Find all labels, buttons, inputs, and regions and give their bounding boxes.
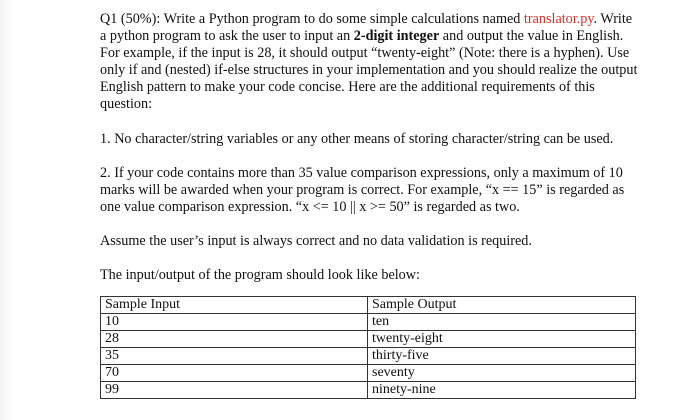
requirement-2: 2. If your code contains more than 35 value comparison expressions, only a maximum of 10 marks will be awarded when your program is correct. For example, “x == 15” is regarded as one value comparison expression. “x <= 10 || x >= 50” is regarded as two.: [100, 165, 625, 215]
input-cell: 35: [101, 348, 368, 365]
requirement-1: 1. No character/string variables or any other means of storing character/string can be used.: [100, 131, 614, 147]
output-cell: seventy: [368, 365, 636, 382]
question-text-3: and output the value in English. For example, if the input is 28, it should output “twenty-eight” (Note: there is a hyphen). Use only if and (nested) if-else structures in your implementation and you should realize the output English pattern to make your code concise. Here are the additional requirements of this question:: [100, 28, 638, 112]
table-row: [101, 382, 636, 399]
input-cell: 28: [101, 331, 368, 348]
input-cell: 10: [101, 314, 368, 331]
question-label: Q1 (50%):: [100, 11, 164, 27]
table-row: [101, 365, 636, 382]
input-cell: 99: [101, 382, 368, 399]
output-cell: ten: [368, 314, 636, 331]
question-text-1: Write a Python program to do some simple calculations named: [163, 11, 524, 27]
table-row: [101, 314, 636, 331]
output-cell: ninety-nine: [368, 382, 636, 399]
input-cell: 70: [101, 365, 368, 382]
bold-requirement: 2-digit integer: [353, 28, 440, 44]
question-paragraph: [100, 11, 640, 113]
sample-io-table: [100, 296, 636, 399]
table-header-row: [101, 297, 636, 314]
table-intro: The input/output of the program should look like below:: [100, 267, 420, 283]
page-edge-shadow: [0, 0, 14, 420]
filename-text: translator.py: [523, 11, 594, 27]
assumption-text: Assume the user’s input is always correct and no data validation is required.: [100, 233, 532, 249]
output-cell: twenty-eight: [368, 331, 636, 348]
header-sample-input: Sample Input: [101, 297, 368, 314]
document-content: [100, 11, 640, 399]
question-text-2: . Write a python program to ask the user to input an: [100, 11, 633, 44]
table-row: [101, 331, 636, 348]
header-sample-output: Sample Output: [368, 297, 636, 314]
table-row: [101, 348, 636, 365]
output-cell: thirty-five: [368, 348, 636, 365]
